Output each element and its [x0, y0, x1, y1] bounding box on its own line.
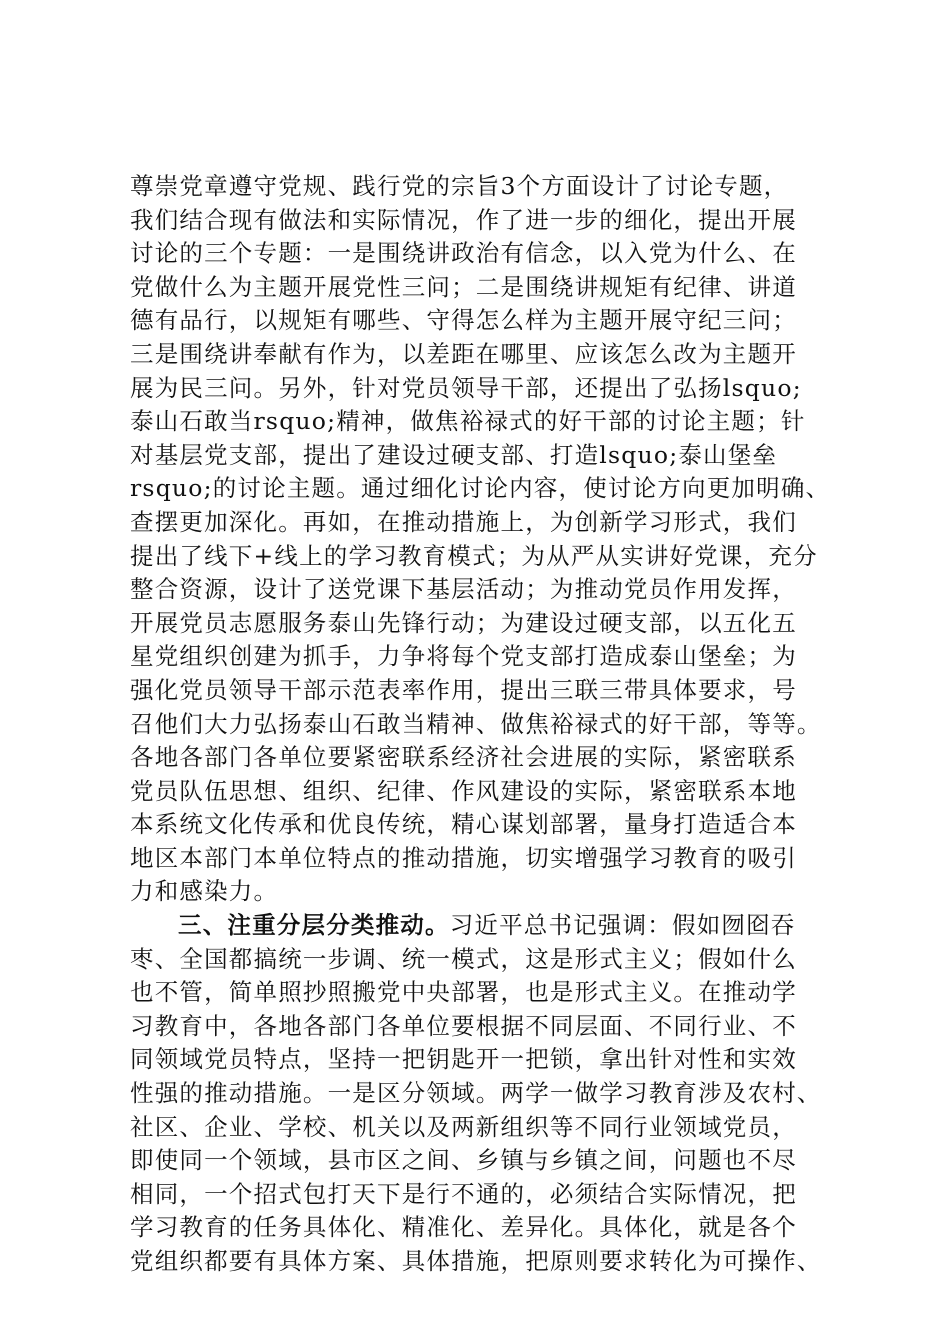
text-line: 尊崇党章遵守党规、践行党的宗旨3个方面设计了讨论专题，	[130, 172, 789, 200]
text-line: 召他们大力弘扬泰山石敢当精神、做焦裕禄式的好干部，等等。	[130, 709, 822, 738]
text-line: 相同，一个招式包打天下是行不通的，必须结合实际情况，把	[130, 1179, 797, 1208]
text-line: rsquo;的讨论主题。通过细化讨论内容，使讨论方向更加明确、	[130, 474, 831, 503]
text-line: 党组织都要有具体方案、具体措施，把原则要求转化为可操作、	[130, 1247, 822, 1275]
text-line: 三是围绕讲奉献有作为，以差距在哪里、应该怎么改为主题开	[130, 339, 797, 368]
text-run: 习近平总书记强调：假如囫囵吞	[449, 911, 796, 940]
text-line: 德有品行，以规矩有哪些、守得怎么样为主题开展守纪三问；	[130, 306, 797, 335]
text-line: 查摆更加深化。再如，在推动措施上，为创新学习形式，我们	[130, 507, 797, 536]
text-line: 党做什么为主题开展党性三问；二是围绕讲规矩有纪律、讲道	[130, 272, 797, 301]
text-line: 各地各部门各单位要紧密联系经济社会进展的实际，紧密联系	[130, 743, 797, 772]
text-line: 讨论的三个专题：一是围绕讲政治有信念，以入党为什么、在	[130, 239, 797, 268]
text-line: 我们结合现有做法和实际情况，作了进一步的细化，提出开展	[130, 205, 797, 234]
text-line: 同领域党员特点，坚持一把钥匙开一把锁，拿出针对性和实效	[130, 1045, 797, 1074]
text-line: 本系统文化传承和优良传统，精心谋划部署，量身打造适合本	[130, 810, 797, 839]
document-body	[130, 170, 850, 1279]
text-line: 地区本部门本单位特点的推动措施，切实增强学习教育的吸引	[130, 843, 797, 872]
text-line: 即使同一个领域，县市区之间、乡镇与乡镇之间，问题也不尽	[130, 1146, 797, 1175]
text-line: 强化党员领导干部示范表率作用，提出三联三带具体要求，号	[130, 675, 797, 704]
text-line: 社区、企业、学校、机关以及两新组织等不同行业领域党员，	[130, 1112, 797, 1141]
text-line: 星党组织创建为抓手，力争将每个党支部打造成泰山堡垒；为	[130, 642, 797, 671]
text-line: 开展党员志愿服务泰山先锋行动；为建设过硬支部，以五化五	[130, 608, 797, 637]
text-line: 枣、全国都搞统一步调、统一模式，这是形式主义；假如什么	[130, 944, 797, 973]
section-heading: 三、注重分层分类推动。	[178, 911, 450, 940]
text-line: 力和感染力。	[130, 877, 279, 906]
text-line: 党员队伍思想、组织、纪律、作风建设的实际，紧密联系本地	[130, 776, 797, 805]
text-line: 泰山石敢当rsquo;精神，做焦裕禄式的好干部的讨论主题；针	[130, 407, 806, 436]
text-line: 展为民三问。另外，针对党员领导干部，还提出了弘扬lsquo;	[130, 373, 802, 402]
text-line: 对基层党支部，提出了建设过硬支部、打造lsquo;泰山堡垒	[130, 440, 778, 469]
text-line: 提出了线下+线上的学习教育模式；为从严从实讲好党课，充分	[130, 541, 818, 570]
section-3-first-line	[130, 909, 850, 943]
text-line: 学习教育的任务具体化、精准化、差异化。具体化，就是各个	[130, 1213, 797, 1242]
text-line: 整合资源，设计了送党课下基层活动；为推动党员作用发挥，	[130, 575, 797, 604]
text-line: 习教育中，各地各部门各单位要根据不同层面、不同行业、不	[130, 1011, 797, 1040]
text-line: 性强的推动措施。一是区分领域。两学一做学习教育涉及农村、	[130, 1079, 822, 1108]
text-line: 也不管，简单照抄照搬党中央部署，也是形式主义。在推动学	[130, 978, 797, 1007]
